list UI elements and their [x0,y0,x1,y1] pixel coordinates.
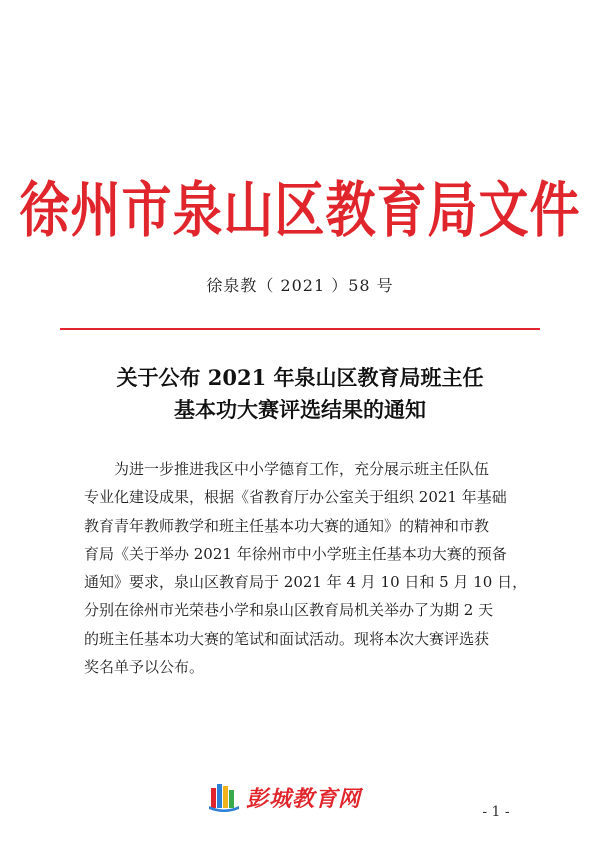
body-line: 分别在徐州市光荣巷小学和泉山区教育局机关举办了为期 2 天 [84,601,494,620]
notice-body [84,455,536,681]
notice-title [0,362,600,426]
notice-title-line-2: 基本功大赛评选结果的通知 [174,397,426,422]
book-logo-icon [208,782,240,812]
document-header-title: 徐州市泉山区教育局文件 [19,174,581,246]
page-number: - 1 - [482,804,510,820]
body-line: 教育青年教师教学和班主任基本功大赛的通知》的精神和市教 [84,516,490,535]
body-line: 专业化建设成果，根据《省教育厅办公室关于组织 2021 年基础 [84,488,507,507]
watermark-logo [208,781,361,813]
notice-title-line-1: 关于公布 2021 年泉山区教育局班主任 [116,365,484,390]
body-line: 为进一步推进我区中小学德育工作，充分展示班主任队伍 [114,460,490,478]
body-line: 育局《关于举办 2021 年徐州市中小学班主任基本功大赛的预备 [84,544,507,563]
document-number: 徐泉教（ 2021 ）58 号 [206,276,394,295]
body-line: 通知》要求，泉山区教育局于 2021 年 4 月 10 日和 5 月 10 日， [84,573,528,592]
watermark-logo-text: 彭城教育网 [246,786,362,812]
red-divider [60,328,540,330]
body-line: 奖名单予以公布。 [84,658,205,677]
body-line: 的班主任基本功大赛的笔试和面试活动。现将本次大赛评选获 [84,629,490,648]
